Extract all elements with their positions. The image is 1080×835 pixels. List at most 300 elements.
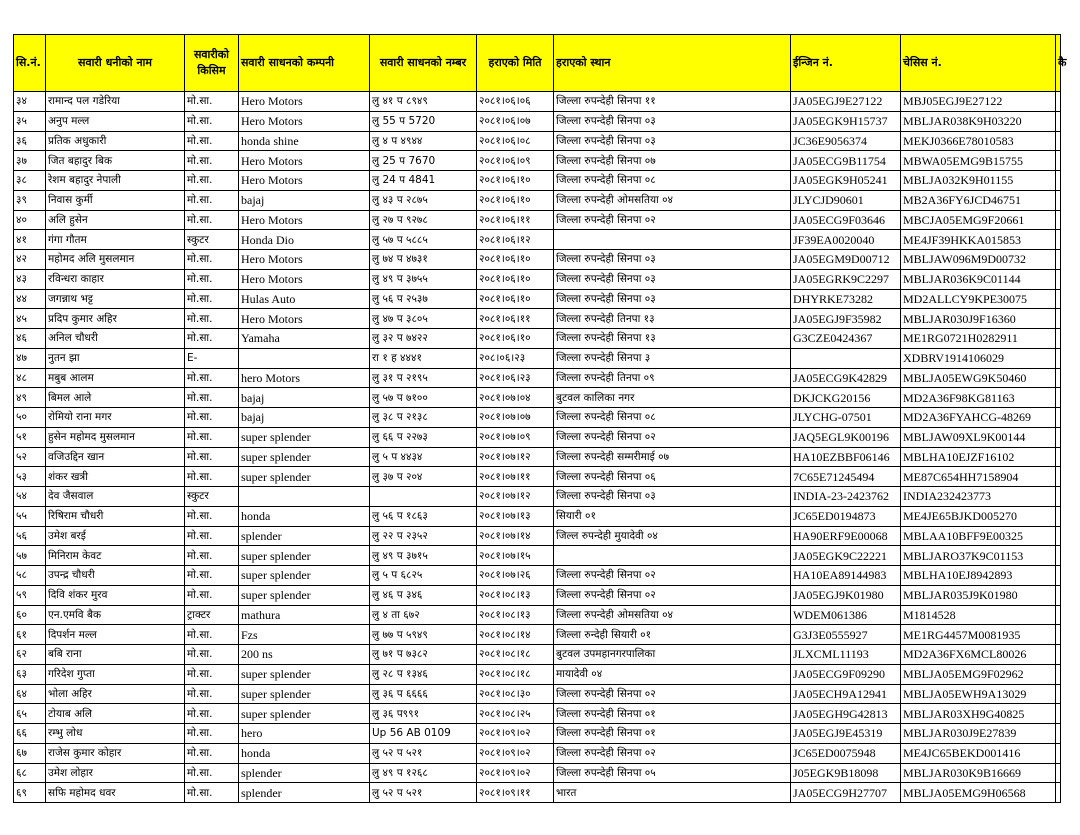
chassis-no-cell[interactable]: MBLJA05EMG9F02962 [901,664,1056,684]
engine-no-cell[interactable]: JA05EGJ9E45319 [791,724,901,744]
vehicle-type-cell[interactable]: मो.सा. [185,92,239,112]
chassis-no-cell[interactable]: ME4JF39HKKA015853 [901,230,1056,250]
chassis-no-cell[interactable]: ME1RG0721H0282911 [901,329,1056,349]
serial-cell[interactable]: ५० [14,408,46,428]
owner-name-cell[interactable]: भोला अहिर [46,684,185,704]
engine-no-cell[interactable]: JA05EGRK9C2297 [791,269,901,289]
vehicle-type-cell[interactable]: मो.सा. [185,743,239,763]
engine-no-cell[interactable]: JA05EGK9C22221 [791,546,901,566]
engine-no-cell[interactable]: JA05ECG9H27707 [791,783,901,803]
serial-cell[interactable]: ३६ [14,131,46,151]
engine-no-cell[interactable]: JA05ECG9F09290 [791,664,901,684]
owner-name-cell[interactable]: निवास कुर्मी [46,190,185,210]
col-header-vehicle-number[interactable]: सवारी साधनको नम्बर [370,35,477,92]
serial-cell[interactable]: ५६ [14,526,46,546]
owner-name-cell[interactable]: महोमद अलि मुसलमान [46,250,185,270]
vehicle-number-cell[interactable]: लु ७१ प ७३८२ [370,645,477,665]
chassis-no-cell[interactable]: MBLJAR030J9E27839 [901,724,1056,744]
chassis-no-cell[interactable]: INDIA232423773 [901,487,1056,507]
remarks-cell[interactable] [1056,467,1061,487]
lost-place-cell[interactable]: जिल्ला रुपन्देही सिनपा ०२ [554,210,791,230]
vehicle-number-cell[interactable]: लु ४ ता ६७२ [370,605,477,625]
col-header-lost-place[interactable]: हराएको स्थान [554,35,791,92]
company-cell[interactable]: Honda Dio [239,230,370,250]
owner-name-cell[interactable]: नुतन झा [46,348,185,368]
remarks-cell[interactable] [1056,506,1061,526]
lost-place-cell[interactable]: जिल्ला रुपन्देही सिनपा ०६ [554,467,791,487]
serial-cell[interactable]: ६४ [14,684,46,704]
serial-cell[interactable]: ४२ [14,250,46,270]
col-header-chassis-no[interactable]: चेसिस नं. [901,35,1056,92]
lost-place-cell[interactable]: जिल्ला रुपन्देही तिनपा ०९ [554,368,791,388]
engine-no-cell[interactable]: JF39EA0020040 [791,230,901,250]
remarks-cell[interactable] [1056,250,1061,270]
vehicle-number-cell[interactable]: लु ४ प ४९४४ [370,131,477,151]
company-cell[interactable]: honda shine [239,131,370,151]
owner-name-cell[interactable]: गंगा गौतम [46,230,185,250]
lost-date-cell[interactable]: २०८१।०६।०६ [477,92,554,112]
owner-name-cell[interactable]: वजिउद्दिन खान [46,447,185,467]
chassis-no-cell[interactable]: MBLHA10EJ8942893 [901,566,1056,586]
remarks-cell[interactable] [1056,131,1061,151]
remarks-cell[interactable] [1056,743,1061,763]
lost-place-cell[interactable]: जिल्ला रुन्देही सियारी ०१ [554,625,791,645]
vehicle-type-cell[interactable]: मो.सा. [185,368,239,388]
vehicle-type-cell[interactable]: मो.सा. [185,309,239,329]
owner-name-cell[interactable]: मिनिराम केवट [46,546,185,566]
company-cell[interactable]: 200 ns [239,645,370,665]
lost-place-cell[interactable]: जिल्ला रुपन्देही सिनपा १३ [554,329,791,349]
chassis-no-cell[interactable]: MD2A36FYAHCG-48269 [901,408,1056,428]
remarks-cell[interactable] [1056,92,1061,112]
serial-cell[interactable]: ३८ [14,171,46,191]
lost-date-cell[interactable]: २०८१।०६।११ [477,210,554,230]
remarks-cell[interactable] [1056,171,1061,191]
chassis-no-cell[interactable]: MB2A36FY6JCD46751 [901,190,1056,210]
vehicle-type-cell[interactable]: मो.सा. [185,190,239,210]
serial-cell[interactable]: ३७ [14,151,46,171]
lost-place-cell[interactable]: बुटवल उपमहानगरपालिका [554,645,791,665]
vehicle-number-cell[interactable]: लु ७४ प ४७३१ [370,250,477,270]
company-cell[interactable]: super splender [239,467,370,487]
serial-cell[interactable]: ४७ [14,348,46,368]
remarks-cell[interactable] [1056,763,1061,783]
lost-place-cell[interactable]: जिल्ला रुपन्देही सिनपा ०३ [554,289,791,309]
lost-place-cell[interactable]: जिल्ला रुपन्देही सिनपा ०८ [554,171,791,191]
serial-cell[interactable]: ५१ [14,427,46,447]
engine-no-cell[interactable] [791,348,901,368]
owner-name-cell[interactable]: बबि राना [46,645,185,665]
serial-cell[interactable]: ५३ [14,467,46,487]
lost-date-cell[interactable]: २०८१।०६।२३ [477,368,554,388]
engine-no-cell[interactable]: JA05EGH9G42813 [791,704,901,724]
remarks-cell[interactable] [1056,447,1061,467]
vehicle-type-cell[interactable]: मो.सा. [185,131,239,151]
serial-cell[interactable]: ४५ [14,309,46,329]
lost-place-cell[interactable] [554,230,791,250]
vehicle-type-cell[interactable]: मो.सा. [185,664,239,684]
owner-name-cell[interactable]: मबुब आलम [46,368,185,388]
engine-no-cell[interactable]: G3CZE0424367 [791,329,901,349]
vehicle-number-cell[interactable]: लु ५२ प ५२१ [370,743,477,763]
vehicle-type-cell[interactable]: मो.सा. [185,171,239,191]
serial-cell[interactable]: ५२ [14,447,46,467]
lost-place-cell[interactable]: जिल्ला रुपन्देही सिनपा ०१ [554,704,791,724]
lost-date-cell[interactable]: २०८।०६।२३ [477,348,554,368]
company-cell[interactable]: Hero Motors [239,269,370,289]
lost-place-cell[interactable]: जिल्ला रुपन्देही सिनपा ०२ [554,684,791,704]
engine-no-cell[interactable]: 7C65E71245494 [791,467,901,487]
vehicle-number-cell[interactable]: लु ५ प ४४३४ [370,447,477,467]
remarks-cell[interactable] [1056,408,1061,428]
remarks-cell[interactable] [1056,546,1061,566]
vehicle-number-cell[interactable]: Up 56 AB 0109 [370,724,477,744]
vehicle-number-cell[interactable]: लु 24 प 4841 [370,171,477,191]
chassis-no-cell[interactable]: MBLJAR03XH9G40825 [901,704,1056,724]
chassis-no-cell[interactable]: MD2A36FX6MCL80026 [901,645,1056,665]
lost-date-cell[interactable]: २०८१।०६।१० [477,250,554,270]
vehicle-number-cell[interactable]: लु ३१ प २१९५ [370,368,477,388]
vehicle-type-cell[interactable]: ट्राक्टर [185,605,239,625]
col-header-company[interactable]: सवारी साधनको कम्पनी [239,35,370,92]
lost-date-cell[interactable]: २०८१।०९।११ [477,783,554,803]
vehicle-number-cell[interactable]: लु ३२ प ७४२२ [370,329,477,349]
vehicle-number-cell[interactable]: रा १ ह ४४४१ [370,348,477,368]
engine-no-cell[interactable]: JA05EGM9D00712 [791,250,901,270]
owner-name-cell[interactable]: अलि हुसेन [46,210,185,230]
serial-cell[interactable]: ५७ [14,546,46,566]
engine-no-cell[interactable]: JA05EGK9H05241 [791,171,901,191]
lost-date-cell[interactable]: २०८१।०८।३० [477,684,554,704]
engine-no-cell[interactable]: DKJCKG20156 [791,388,901,408]
vehicle-number-cell[interactable] [370,487,477,507]
vehicle-type-cell[interactable]: मो.सा. [185,447,239,467]
owner-name-cell[interactable]: रिषिराम चौधरी [46,506,185,526]
remarks-cell[interactable] [1056,427,1061,447]
owner-name-cell[interactable]: सफि महोमद धवर [46,783,185,803]
remarks-cell[interactable] [1056,487,1061,507]
owner-name-cell[interactable]: प्रदिप कुमार अहिर [46,309,185,329]
vehicle-type-cell[interactable]: मो.सा. [185,151,239,171]
vehicle-type-cell[interactable]: मो.सा. [185,645,239,665]
engine-no-cell[interactable]: JLYCJD90601 [791,190,901,210]
vehicle-number-cell[interactable]: लु ५७ प ७१०० [370,388,477,408]
company-cell[interactable]: super splender [239,684,370,704]
lost-place-cell[interactable]: जिल्ला रुपन्देही सिनपा ०७ [554,151,791,171]
vehicle-type-cell[interactable]: मो.सा. [185,546,239,566]
engine-no-cell[interactable]: JA05ECH9A12941 [791,684,901,704]
lost-date-cell[interactable]: २०८१।०८।१३ [477,585,554,605]
vehicle-type-cell[interactable]: मो.सा. [185,783,239,803]
lost-place-cell[interactable]: जिल्ला रुपन्देही तिनपा १३ [554,309,791,329]
owner-name-cell[interactable]: अनुप मल्ल [46,111,185,131]
serial-cell[interactable]: ६२ [14,645,46,665]
owner-name-cell[interactable]: जित बहादुर बिक [46,151,185,171]
engine-no-cell[interactable]: JA05ECG9F03646 [791,210,901,230]
lost-date-cell[interactable]: २०८१।०६।०७ [477,111,554,131]
company-cell[interactable]: super splender [239,447,370,467]
vehicle-number-cell[interactable]: लु ४६ प ३४६ [370,585,477,605]
serial-cell[interactable]: ६० [14,605,46,625]
remarks-cell[interactable] [1056,111,1061,131]
vehicle-number-cell[interactable]: लु २८ प १३४६ [370,664,477,684]
vehicle-number-cell[interactable]: लु ३८ प २१३८ [370,408,477,428]
vehicle-type-cell[interactable]: मो.सा. [185,526,239,546]
lost-place-cell[interactable]: जिल्ला रुपन्देही सिनपा ०२ [554,743,791,763]
remarks-cell[interactable] [1056,269,1061,289]
engine-no-cell[interactable]: G3J3E0555927 [791,625,901,645]
company-cell[interactable]: mathura [239,605,370,625]
company-cell[interactable]: Hero Motors [239,151,370,171]
lost-place-cell[interactable]: जिल्ला रुपन्देही सिनपा ११ [554,92,791,112]
company-cell[interactable]: Fzs [239,625,370,645]
lost-date-cell[interactable]: २०८१।०७।०९ [477,427,554,447]
serial-cell[interactable]: ६६ [14,724,46,744]
owner-name-cell[interactable]: गरिदेश गुप्ता [46,664,185,684]
chassis-no-cell[interactable]: XDBRV1914106029 [901,348,1056,368]
owner-name-cell[interactable]: अनिल चौधरी [46,329,185,349]
engine-no-cell[interactable]: JA05EGK9H15737 [791,111,901,131]
owner-name-cell[interactable]: देव जैसवाल [46,487,185,507]
engine-no-cell[interactable]: JA05ECG9B11754 [791,151,901,171]
lost-place-cell[interactable]: जिल्ला रुपन्देही सिनपा ०५ [554,763,791,783]
serial-cell[interactable]: ४६ [14,329,46,349]
company-cell[interactable]: hero Motors [239,368,370,388]
engine-no-cell[interactable]: INDIA-23-2423762 [791,487,901,507]
engine-no-cell[interactable]: JA05EGJ9K01980 [791,585,901,605]
lost-date-cell[interactable]: २०८१।०६।११ [477,309,554,329]
engine-no-cell[interactable]: JAQ5EGL9K00196 [791,427,901,447]
owner-name-cell[interactable]: बिमल आले [46,388,185,408]
vehicle-type-cell[interactable]: मो.सा. [185,427,239,447]
company-cell[interactable]: super splender [239,546,370,566]
remarks-cell[interactable] [1056,566,1061,586]
lost-date-cell[interactable]: २०८१।०६।१२ [477,230,554,250]
engine-no-cell[interactable]: JC65ED0075948 [791,743,901,763]
serial-cell[interactable]: ६५ [14,704,46,724]
vehicle-number-cell[interactable]: लु ४३ प २८७५ [370,190,477,210]
owner-name-cell[interactable]: हुसेन महोमद मुसलमान [46,427,185,447]
vehicle-type-cell[interactable]: मो.सा. [185,289,239,309]
engine-no-cell[interactable]: J05EGK9B18098 [791,763,901,783]
owner-name-cell[interactable]: दिपर्शन मल्ल [46,625,185,645]
vehicle-number-cell[interactable]: लु ४१ प ८९४९ [370,92,477,112]
owner-name-cell[interactable]: एन.एमवि बैक [46,605,185,625]
lost-date-cell[interactable]: २०८१।०६।०९ [477,151,554,171]
vehicle-type-cell[interactable]: मो.सा. [185,269,239,289]
lost-date-cell[interactable]: २०८१।०७।२६ [477,566,554,586]
remarks-cell[interactable] [1056,526,1061,546]
lost-date-cell[interactable]: २०८१।०६।०८ [477,131,554,151]
chassis-no-cell[interactable]: MD2ALLCY9KPE30075 [901,289,1056,309]
engine-no-cell[interactable]: JA05EGJ9E27122 [791,92,901,112]
company-cell[interactable]: super splender [239,585,370,605]
serial-cell[interactable]: ६८ [14,763,46,783]
company-cell[interactable]: Hero Motors [239,171,370,191]
lost-date-cell[interactable]: २०८१।०६।१० [477,190,554,210]
owner-name-cell[interactable]: उमेश लोहार [46,763,185,783]
lost-date-cell[interactable]: २०८१।०८।१८ [477,645,554,665]
col-header-remarks[interactable]: कै [1056,35,1061,92]
company-cell[interactable]: Hulas Auto [239,289,370,309]
company-cell[interactable]: bajaj [239,388,370,408]
lost-place-cell[interactable]: भारत [554,783,791,803]
remarks-cell[interactable] [1056,783,1061,803]
serial-cell[interactable]: ४४ [14,289,46,309]
col-header-owner-name[interactable]: सवारी धनीको नाम [46,35,185,92]
serial-cell[interactable]: ४० [14,210,46,230]
chassis-no-cell[interactable]: ME4JE65BJKD005270 [901,506,1056,526]
lost-place-cell[interactable]: जिल्ला रुपन्देही ओमसतिया ०४ [554,605,791,625]
lost-date-cell[interactable]: २०८१।०७।१३ [477,506,554,526]
chassis-no-cell[interactable]: MBLJA05EWG9K50460 [901,368,1056,388]
col-header-engine-no[interactable]: ईन्जिन नं. [791,35,901,92]
company-cell[interactable]: bajaj [239,190,370,210]
company-cell[interactable]: Hero Motors [239,111,370,131]
company-cell[interactable]: hero [239,724,370,744]
chassis-no-cell[interactable]: MBLJAR030J9F16360 [901,309,1056,329]
remarks-cell[interactable] [1056,329,1061,349]
serial-cell[interactable]: ६९ [14,783,46,803]
owner-name-cell[interactable]: प्रतिक अधुकारी [46,131,185,151]
lost-place-cell[interactable]: बुटवल कालिका नगर [554,388,791,408]
vehicle-number-cell[interactable]: लु ३६ प९९१ [370,704,477,724]
company-cell[interactable]: bajaj [239,408,370,428]
owner-name-cell[interactable]: रेशम बहादुर नेपाली [46,171,185,191]
company-cell[interactable] [239,348,370,368]
lost-date-cell[interactable]: २०८१।०६।१० [477,269,554,289]
company-cell[interactable]: splender [239,526,370,546]
chassis-no-cell[interactable]: MEKJ0366E78010583 [901,131,1056,151]
remarks-cell[interactable] [1056,230,1061,250]
chassis-no-cell[interactable]: MBCJA05EMG9F20661 [901,210,1056,230]
company-cell[interactable]: Hero Motors [239,250,370,270]
lost-date-cell[interactable]: २०८१।०६।१० [477,289,554,309]
lost-date-cell[interactable]: २०८१।०६।१० [477,171,554,191]
engine-no-cell[interactable]: JLYCHG-07501 [791,408,901,428]
vehicle-type-cell[interactable]: मो.सा. [185,566,239,586]
vehicle-number-cell[interactable]: लु ५२ प ५२१ [370,783,477,803]
company-cell[interactable]: Hero Motors [239,309,370,329]
serial-cell[interactable]: ३९ [14,190,46,210]
lost-date-cell[interactable]: २०८१।०८।१४ [477,625,554,645]
owner-name-cell[interactable]: रोमियो राना मगर [46,408,185,428]
lost-place-cell[interactable]: जिल्ला रुपन्देही सिनपा ०८ [554,408,791,428]
owner-name-cell[interactable]: उपन्द्र चौधरी [46,566,185,586]
lost-place-cell[interactable]: जिल्ला रुपन्देही सिनपा ०३ [554,269,791,289]
owner-name-cell[interactable]: टोयाब अलि [46,704,185,724]
lost-date-cell[interactable]: २०८१।०६।१० [477,329,554,349]
vehicle-number-cell[interactable]: लु ४७ प ३८०५ [370,309,477,329]
remarks-cell[interactable] [1056,388,1061,408]
lost-place-cell[interactable]: जिल्ला रुपन्देही सिनपा ०३ [554,250,791,270]
col-header-lost-date[interactable]: हराएको मिति [477,35,554,92]
chassis-no-cell[interactable]: MBLJA032K9H01155 [901,171,1056,191]
remarks-cell[interactable] [1056,210,1061,230]
company-cell[interactable] [239,487,370,507]
serial-cell[interactable]: ६७ [14,743,46,763]
chassis-no-cell[interactable]: MBWA05EMG9B15755 [901,151,1056,171]
lost-date-cell[interactable]: २०८१।०७।१२ [477,447,554,467]
vehicle-type-cell[interactable]: स्कुटर [185,487,239,507]
vehicle-type-cell[interactable]: मो.सा. [185,625,239,645]
lost-date-cell[interactable]: २०८१।०९।०२ [477,724,554,744]
remarks-cell[interactable] [1056,190,1061,210]
company-cell[interactable]: super splender [239,664,370,684]
chassis-no-cell[interactable]: MBLJAR038K9H03220 [901,111,1056,131]
chassis-no-cell[interactable]: MBLJA05EWH9A13029 [901,684,1056,704]
serial-cell[interactable]: ४३ [14,269,46,289]
chassis-no-cell[interactable]: ME4JC65BEKD001416 [901,743,1056,763]
lost-place-cell[interactable]: जिल्ला रुपन्देही सिनपा ०३ [554,131,791,151]
vehicle-type-cell[interactable]: स्कुटर [185,230,239,250]
lost-place-cell[interactable]: जिल्ला रुपन्देही सिनपा ०२ [554,585,791,605]
vehicle-type-cell[interactable]: E- [185,348,239,368]
vehicle-type-cell[interactable]: मो.सा. [185,388,239,408]
remarks-cell[interactable] [1056,664,1061,684]
chassis-no-cell[interactable]: MBLJAW09XL9K00144 [901,427,1056,447]
remarks-cell[interactable] [1056,645,1061,665]
lost-place-cell[interactable]: जिल्ला रुपन्देही सिनपा ०३ [554,111,791,131]
remarks-cell[interactable] [1056,309,1061,329]
company-cell[interactable]: super splender [239,566,370,586]
serial-cell[interactable]: ५८ [14,566,46,586]
chassis-no-cell[interactable]: MBLJAR030K9B16669 [901,763,1056,783]
owner-name-cell[interactable]: शंकर खत्री [46,467,185,487]
serial-cell[interactable]: ५४ [14,487,46,507]
vehicle-type-cell[interactable]: मो.सा. [185,724,239,744]
company-cell[interactable]: splender [239,763,370,783]
lost-place-cell[interactable]: जिल्ल रुपन्देही मुयादेवी ०४ [554,526,791,546]
chassis-no-cell[interactable]: MD2A36F98KG81163 [901,388,1056,408]
vehicle-number-cell[interactable]: लु ३७ प २०४ [370,467,477,487]
engine-no-cell[interactable]: HA90ERF9E00068 [791,526,901,546]
company-cell[interactable]: Hero Motors [239,92,370,112]
col-header-vehicle-type[interactable]: सवारीको किसिम [185,35,239,92]
chassis-no-cell[interactable]: M1814528 [901,605,1056,625]
owner-name-cell[interactable]: उमेश बरई [46,526,185,546]
remarks-cell[interactable] [1056,289,1061,309]
chassis-no-cell[interactable]: MBLAA10BFF9E00325 [901,526,1056,546]
remarks-cell[interactable] [1056,151,1061,171]
chassis-no-cell[interactable]: MBLJAW096M9D00732 [901,250,1056,270]
serial-cell[interactable]: ६१ [14,625,46,645]
remarks-cell[interactable] [1056,585,1061,605]
lost-place-cell[interactable]: जिल्ला रुपन्देही सिनपा ३ [554,348,791,368]
vehicle-number-cell[interactable]: लु ५७ प ५८८५ [370,230,477,250]
engine-no-cell[interactable]: JA05ECG9K42829 [791,368,901,388]
vehicle-number-cell[interactable]: लु ५६ प २५३७ [370,289,477,309]
vehicle-number-cell[interactable]: लु 55 प 5720 [370,111,477,131]
vehicle-number-cell[interactable]: लु ५ प ६८२५ [370,566,477,586]
owner-name-cell[interactable]: राजेस कुमार कोहार [46,743,185,763]
serial-cell[interactable]: ४९ [14,388,46,408]
vehicle-number-cell[interactable]: लु २७ प ९२७८ [370,210,477,230]
owner-name-cell[interactable]: दिवि शंकर मुरव [46,585,185,605]
lost-place-cell[interactable]: जिल्ला रुपन्देही ओमसतिया ०४ [554,190,791,210]
engine-no-cell[interactable]: JC65ED0194873 [791,506,901,526]
vehicle-type-cell[interactable]: मो.सा. [185,704,239,724]
owner-name-cell[interactable]: रम्भु लोध [46,724,185,744]
vehicle-type-cell[interactable]: मो.सा. [185,467,239,487]
lost-date-cell[interactable]: २०८१।०८।२५ [477,704,554,724]
company-cell[interactable]: Hero Motors [239,210,370,230]
vehicle-number-cell[interactable]: लु २२ प २३५२ [370,526,477,546]
serial-cell[interactable]: ३५ [14,111,46,131]
owner-name-cell[interactable]: रामान्द पल गडेरिया [46,92,185,112]
lost-place-cell[interactable]: जिल्ला रुपन्देही सम्मरीमाई ०७ [554,447,791,467]
vehicle-type-cell[interactable]: मो.सा. [185,684,239,704]
